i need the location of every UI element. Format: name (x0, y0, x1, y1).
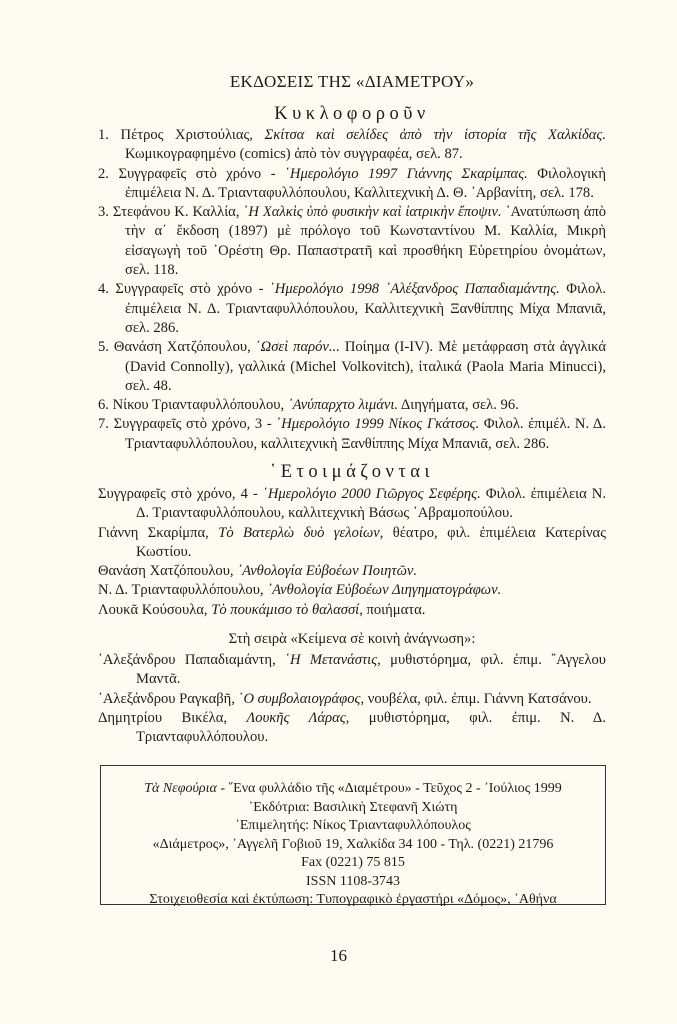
list-item: ᾿Αλεξάνδρου Ραγκαβῆ, ῾Ο συμβολαιογράφος, νουβέλα, φιλ. ἐπιμ. Γιάννη Κατσάνου. (98, 690, 592, 707)
list-item: 7. Συγγραφεῖς στὸ χρόνο, 3 - ῾Ημερολόγιο 1999 Νίκος Γκάτσος. Φιλολ. ἐπιμέλ. Ν. Δ. Τριανταφυλλόπουλου, καλλιτεχνικὴ Ξανθίππης Μίχα Μπανιᾶ, σελ. 286. (98, 416, 606, 452)
list-item: Συγγραφεῖς στὸ χρόνο, 4 - ῾Ημερολόγιο 2000 Γιῶργος Σεφέρης. Φιλολ. ἐπιμέλεια Ν. Δ. Τριανταφυλλόπουλου, καλλιτεχνικὴ Βάσως ᾿Αβραμοπούλου. (98, 486, 606, 522)
list-item: 5. Θανάση Χατζόπουλου, ῾Ωσεὶ παρόν... Ποίημα (I-IV). Μὲ μετάφραση στὰ ἀγγλικά (David Connolly), γαλλικά (Michel Volkovitch), ἰταλικά (Paola Maria Minucci), σελ. 48. (98, 339, 607, 394)
list-item: 2. Συγγραφεῖς στὸ χρόνο - ῾Ημερολόγιο 1997 Γιάννης Σκαρίμπας. Φιλολογικὴ ἐπιμέλεια Ν. Δ. Τριανταφυλλόπουλου, Καλλιτεχνικὴ Δ. Θ. ᾿Αρβανίτη, σελ. 178. (98, 165, 606, 201)
upcoming-list (98, 485, 606, 620)
colophon-printer: Στοιχειοθεσία καὶ ἐκτύπωση: Τυπογραφικὸ ἐργαστήρι «Δόμος», ᾿Αθήνα (149, 892, 557, 907)
list-item: Λουκᾶ Κούσουλα, Τὸ πουκάμισο τὸ θαλασσί, ποιήματα. (98, 601, 426, 618)
list-item: 3. Στεφάνου Κ. Καλλία, ῾Η Χαλκὶς ὑπὸ φυσικὴν καὶ ἰατρικὴν ἔποψιν. ᾿Ανατύπωση ἀπὸ τὴν α΄ ἔκδοση (1897) μὲ πρόλογο τοῦ Κωνσταντίνου Μ. Καλλία, Μικρὴ εἰσαγωγὴ τοῦ ᾿Ορέστη Θρ. Παπαστρατῆ καὶ προσθήκη Εὑρετηρίου ὀνομάτων, σελ. 118. (98, 204, 607, 279)
colophon-editor: ᾿Επιμελητής: Νίκος Τριανταφυλλόπουλος (235, 818, 471, 833)
colophon-line: Τὰ Νεφούρια - ῞Ενα φυλλάδιο τῆς «Διαμέτρου» - Τεῦχος 2 - ᾿Ιούλιος 1999 (144, 781, 562, 796)
colophon-fax: Fax (0221) 75 815 (301, 855, 405, 870)
list-item: ᾿Αλεξάνδρου Παπαδιαμάντη, ῾Η Μετανάστις, μυθιστόρημα, φιλ. ἐπιμ. ῎Αγγελου Μαντᾶ. (98, 652, 607, 688)
published-list (98, 126, 606, 454)
colophon-box (100, 765, 606, 905)
series-heading: Στὴ σειρὰ «Κείμενα σὲ κοινὴ ἀνάγνωση»: (228, 631, 476, 647)
list-item: Θανάση Χατζόπουλου, ᾿Ανθολογία Εὐβοέων Ποιητῶν. (98, 563, 418, 580)
colophon-address: «Διάμετρος», ᾿Αγγελῆ Γοβιοῦ 19, Χαλκίδα 34 100 - Τηλ. (0221) 21796 (152, 836, 554, 852)
list-item: 6. Νίκου Τριανταφυλλόπουλου, ᾿Ανύπαρχτο λιμάνι. Διηγήματα, σελ. 96. (98, 397, 519, 414)
list-item: 4. Συγγραφεῖς στὸ χρόνο - ῾Ημερολόγιο 1998 ᾿Αλέξανδρος Παπαδιαμάντης. Φιλολ. ἐπιμέλεια Ν. Δ. Τριανταφυλλόπουλου, Καλλιτεχνικὴ Ξανθίππης Μίχα Μπανιᾶ, σελ. 286. (98, 281, 606, 336)
page-number: 16 (330, 946, 347, 965)
colophon-issn: ISSN 1108-3743 (306, 873, 400, 889)
series-list (98, 651, 606, 747)
page-title: ΕΚΔΟΣΕΙΣ ΤΗΣ «ΔΙΑΜΕΤΡΟΥ» (229, 72, 475, 91)
colophon-publisher: ᾿Εκδότρια: Βασιλικὴ Στεφανῆ Χιώτη (248, 799, 458, 815)
list-item: Δημητρίου Βικέλα, Λουκῆς Λάρας, μυθιστόρημα, φιλ. ἐπιμ. Ν. Δ. Τριανταφυλλόπουλου. (98, 709, 606, 746)
section-heading-published: Κυκλοφοροῦν (274, 104, 430, 124)
list-item: Γιάννη Σκαρίμπα, Τὸ Βατερλὼ δυὸ γελοίων, θέατρο, φιλ. ἐπιμέλεια Κατερίνας Κωστίου. (98, 524, 606, 560)
section-heading-upcoming: ῾Ετοιμάζονται (270, 462, 434, 482)
list-item: Ν. Δ. Τριανταφυλλόπουλου, ᾿Ανθολογία Εὐβοέων Διηγηματογράφων. (98, 582, 502, 599)
list-item: 1. Πέτρος Χριστούλιας, Σκίτσα καὶ σελίδες ἀπὸ τὴν ἱστορία τῆς Χαλκίδας. Κωμικογραφημένο (comics) ἀπὸ τὸν συγγραφέα, σελ. 87. (98, 127, 606, 163)
